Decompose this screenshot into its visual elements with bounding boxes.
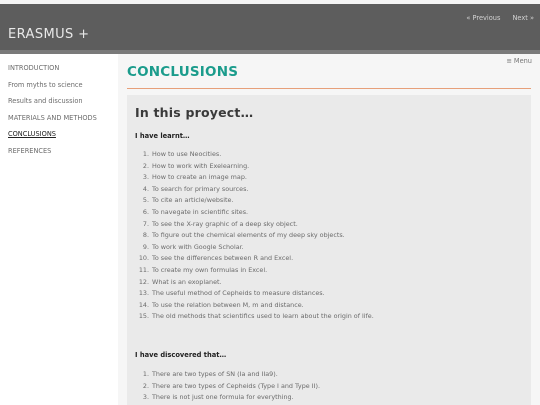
discovered-heading: I have discovered that… [135,351,227,359]
sidebar-item-conclusions[interactable]: CONCLUSIONS [8,130,56,139]
list-item: 7. To see the X-ray graphic of a deep sky object. [142,219,298,228]
list-item: 12. What is an exoplanet. [138,277,222,286]
list-item: 13. The useful method of Cepheids to measure distances. [138,289,325,298]
main-content [118,54,540,405]
list-item: 3. How to create an image map. [142,173,247,182]
list-item: 3. There is not just one formula for everything. [142,393,294,402]
list-item: 10. To see the differences between R and Excel. [138,254,294,263]
site-header [0,4,540,50]
list-item: 5. To cite an article/website. [142,196,234,205]
title-divider [127,88,531,89]
list-item: 2. There are two types of Cepheids (Type I and Type II). [142,381,321,390]
list-item: 8. To figure out the chemical elements of my deep sky objects. [142,231,345,240]
sidebar [0,54,118,405]
learnt-list [135,150,525,324]
previous-link[interactable]: « Previous [466,14,501,22]
content-panel [127,95,531,405]
discovered-list [135,370,525,405]
list-item: 1. There are two types of SN (Ia and IIa9). [142,370,278,378]
sidebar-item-introduction[interactable]: INTRODUCTION [8,64,60,72]
site-title: ERASMUS + [8,27,90,42]
sidebar-item-results-and-discussion[interactable]: Results and discussion [8,97,83,106]
list-item: 11. To create my own formulas in Excel. [138,265,268,274]
list-item: 6. To navegate in scientific sites. [142,207,249,216]
page-title: CONCLUSIONS [127,64,239,80]
learnt-heading: I have learnt… [135,132,190,140]
pager [456,14,534,22]
list-item: 4. To search for primary sources. [142,184,249,193]
list-item: 15. The old methods that scientifics used to learn about the origin of life. [138,312,374,321]
list-item: 2. How to work with Exelearning. [142,161,250,170]
list-item: 14. To use the relation between M, m and distance. [138,300,304,309]
list-item: 1. How to use Neocities. [142,150,222,158]
panel-title: In this proyect… [135,105,254,120]
list-item: 9. To work with Google Scholar. [142,242,244,251]
sidebar-nav [0,54,118,164]
sidebar-item-references[interactable]: REFERENCES [8,146,52,155]
next-link[interactable]: Next » [512,14,534,22]
menu-button[interactable]: ≡ Menu [506,57,532,65]
sidebar-item-materials-and-methods[interactable]: MATERIALS AND METHODS [8,113,97,122]
sidebar-item-from-myths-to-science[interactable]: From myths to science [8,80,83,89]
